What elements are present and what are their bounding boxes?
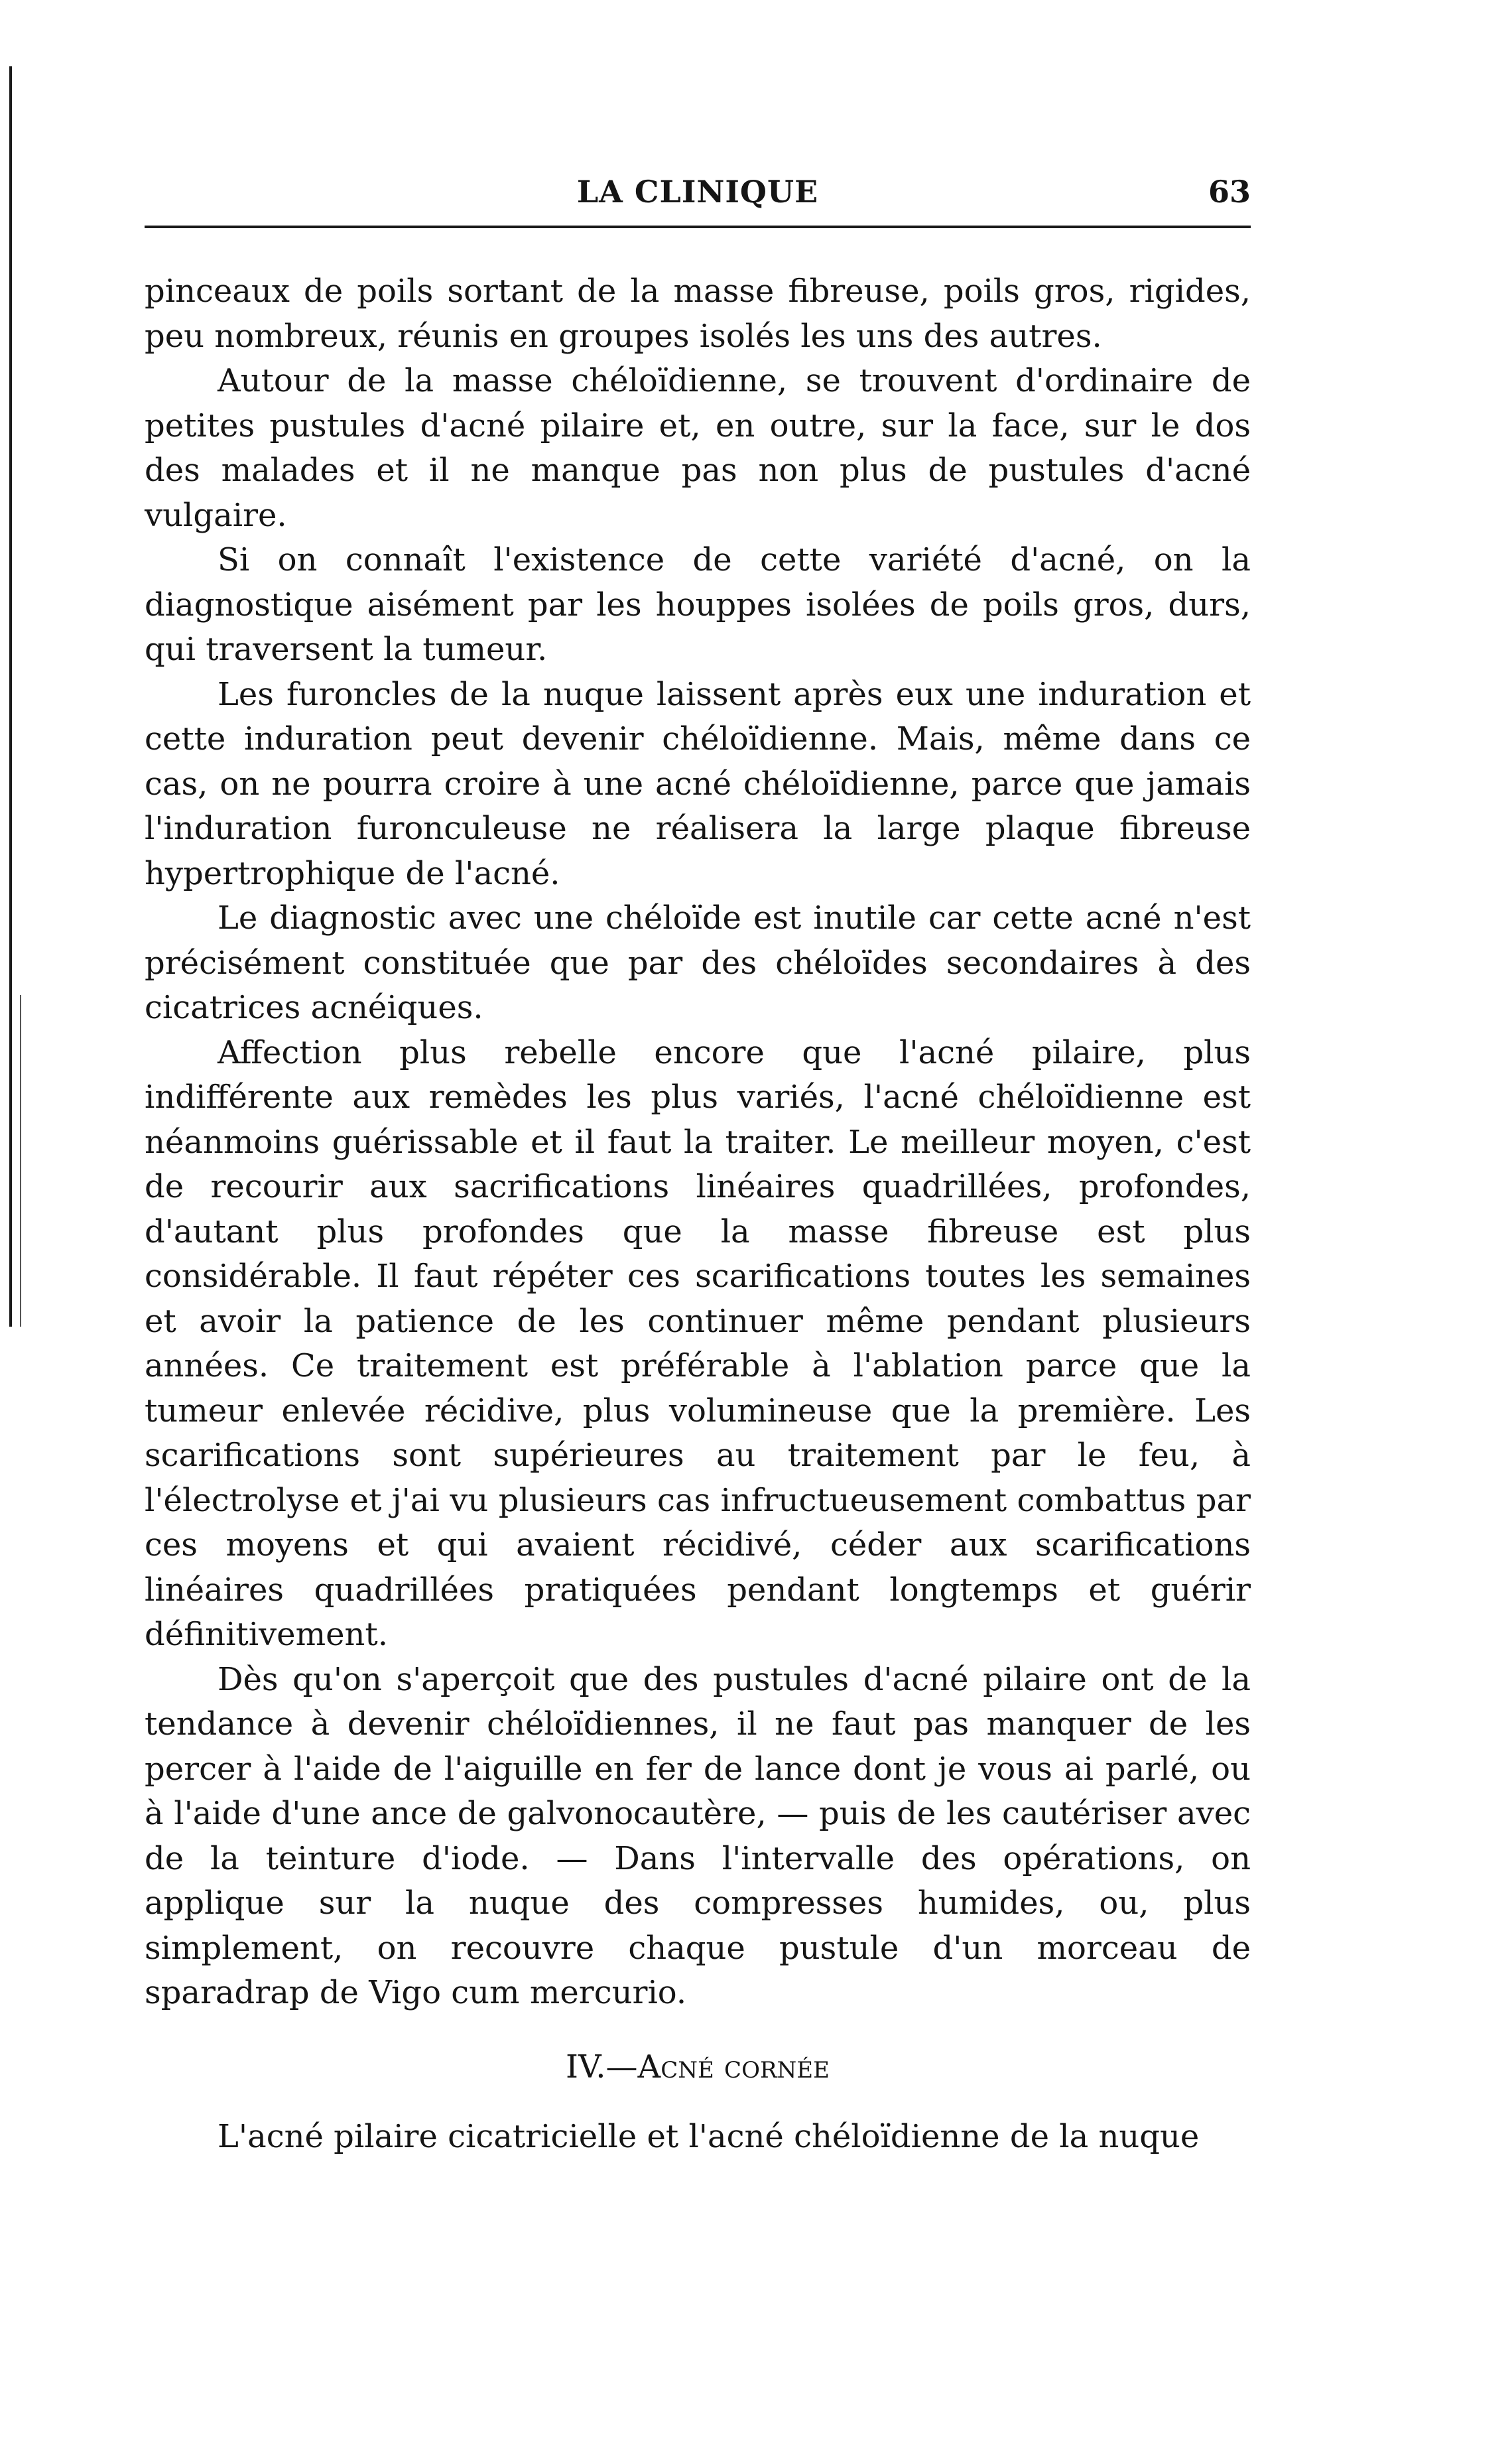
paragraph: Les furoncles de la nuque laissent après eux une induration et cette induration peut devenir chéloïdienne. Mais, même dans ce cas, on ne pourra croire à une acné chéloïdienne, parce que jamais l'induration furonculeuse ne réalisera la large plaque fibreuse hypertrophique de l'acné.	[145, 675, 1251, 892]
running-title: LA CLINIQUE	[576, 174, 819, 210]
page-edge-shadow	[9, 66, 12, 1327]
page-header	[145, 166, 1251, 228]
paragraph-continued: pinceaux de poils sortant de la masse fibreuse, poils gros, rigides, peu nombreux, réunis en groupes isolés les uns des autres.	[145, 273, 1251, 355]
paragraph: Le diagnostic avec une chéloïde est inutile car cette acné n'est précisément constituée que par des chéloïdes secondaires à des cicatrices acnéiques.	[145, 899, 1251, 1026]
page-edge-shadow-inner	[20, 995, 21, 1327]
section-title: Acné cornée	[637, 2048, 830, 2086]
page-number: 63	[1208, 174, 1251, 210]
body-text	[145, 269, 1251, 2160]
section-heading	[145, 2045, 1251, 2090]
book-page	[145, 166, 1251, 2160]
paragraph: Autour de la masse chéloïdienne, se trouvent d'ordinaire de petites pustules d'acné pilaire et, en outre, sur la face, sur le dos des malades et il ne manque pas non plus de pustules d'acné vulgaire.	[145, 362, 1251, 534]
paragraph: Affection plus rebelle encore que l'acné pilaire, plus indifférente aux remèdes les plus variés, l'acné chéloïdienne est néanmoins guérissable et il faut la traiter. Le meilleur moyen, c'est de recourir aux sacrifications linéaires quadrillées, profondes, d'autant plus profondes que la masse fibreuse est plus considérable. Il faut répéter ces scarifications toutes les semaines et avoir la patience de les continuer même pendant plusieurs années. Ce traitement est préférable à l'ablation parce que la tumeur enlevée récidive, plus volumineuse que la première. Les scarifications sont supérieures au traitement par le feu, à l'électrolyse et j'ai vu plusieurs cas infructueusement combattus par ces moyens et qui avaient récidivé, céder aux scarifications linéaires quadrillées pratiquées pendant longtemps et guérir définitivement.	[145, 1033, 1251, 1653]
paragraph: Dès qu'on s'aperçoit que des pustules d'acné pilaire ont de la tendance à devenir chéloïdiennes, il ne faut pas manquer de les percer à l'aide de l'aiguille en fer de lance dont je vous ai parlé, ou à l'aide d'une ance de galvonocautère, — puis de les cautériser avec de la teinture d'iode. — Dans l'intervalle des opérations, on applique sur la nuque des compresses humides, ou, plus simplement, on recouvre chaque pustule d'un morceau de sparadrap de Vigo cum mercurio.	[145, 1660, 1251, 2011]
paragraph: Si on connaît l'existence de cette variété d'acné, on la diagnostique aisément par les houppes isolées de poils gros, durs, qui traversent la tumeur.	[145, 541, 1251, 668]
paragraph: L'acné pilaire cicatricielle et l'acné chéloïdienne de la nuque	[218, 2118, 1200, 2155]
section-number: IV.—	[566, 2048, 638, 2086]
